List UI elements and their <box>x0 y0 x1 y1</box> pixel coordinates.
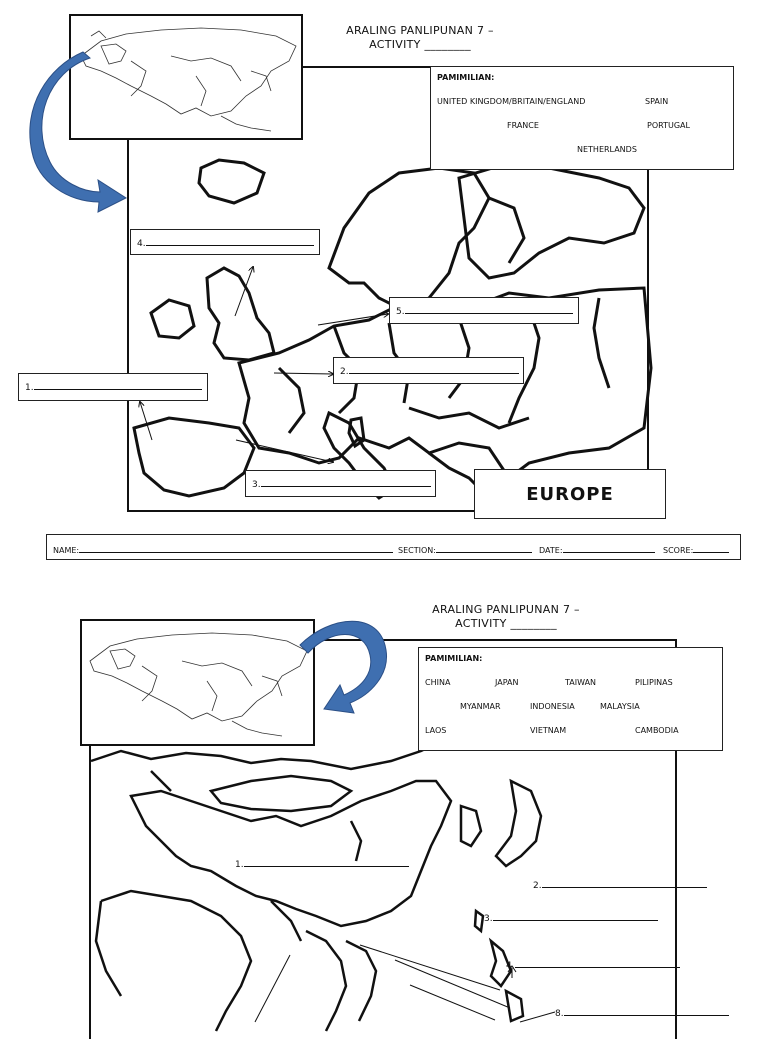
choice-item: VIETNAM <box>530 726 567 735</box>
title-line-2: ACTIVITY ________ <box>455 617 557 630</box>
name-label: NAME: <box>53 546 80 555</box>
choice-item: UNITED KINGDOM/BRITAIN/ENGLAND <box>437 97 586 106</box>
answer-label: 4. <box>137 239 146 249</box>
title-line-2: ACTIVITY ________ <box>369 38 471 51</box>
answer-label: 1. <box>25 383 34 393</box>
choice-item: CAMBODIA <box>635 726 679 735</box>
choice-item: LAOS <box>425 726 447 735</box>
score-label: SCORE: <box>663 546 694 555</box>
choice-item: MALAYSIA <box>600 702 640 711</box>
choice-item: CHINA <box>425 678 451 687</box>
choice-item: SPAIN <box>645 97 669 106</box>
answer-label: 2. <box>340 367 349 377</box>
answer-label: 4. <box>506 961 515 971</box>
date-label: DATE: <box>539 546 563 555</box>
answer-label: 5. <box>396 307 405 317</box>
choices-header: PAMIMILIAN: <box>425 654 483 663</box>
choice-item: PORTUGAL <box>647 121 690 130</box>
region-label-text: EUROPE <box>526 483 614 505</box>
choice-item: PILIPINAS <box>635 678 673 687</box>
title-line-1: ARALING PANLIPUNAN 7 – <box>432 603 580 616</box>
answer-label: 2. <box>533 881 542 891</box>
choice-item: MYANMAR <box>460 702 501 711</box>
choice-item: NETHERLANDS <box>577 145 637 154</box>
choice-item: INDONESIA <box>530 702 575 711</box>
title-line-1: ARALING PANLIPUNAN 7 – <box>346 24 494 37</box>
choice-item: JAPAN <box>495 678 519 687</box>
answer-label: 3. <box>484 914 493 924</box>
choice-item: FRANCE <box>507 121 539 130</box>
answer-label: 1. <box>235 860 244 870</box>
choice-item: TAIWAN <box>565 678 597 687</box>
section-label: SECTION: <box>398 546 436 555</box>
answer-label: 8. <box>555 1009 564 1019</box>
answer-label: 3. <box>252 480 261 490</box>
choices-header: PAMIMILIAN: <box>437 73 495 82</box>
